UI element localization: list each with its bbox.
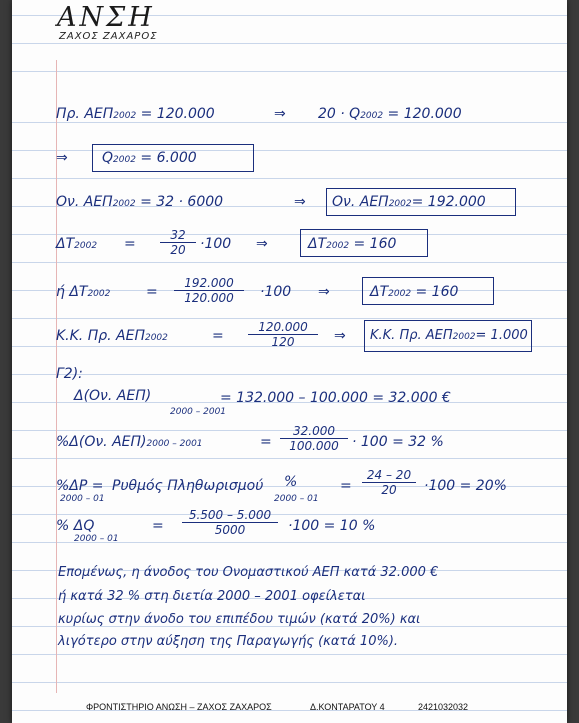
line-5-left: ή ΔΤ2002 xyxy=(56,284,111,300)
fraction: 32.000 100.000 xyxy=(280,424,348,453)
section-label: Γ2): xyxy=(56,366,83,382)
equals: = xyxy=(340,478,352,494)
period-subscript: 2000 – 01 xyxy=(274,494,319,504)
conclusion-line-2: ή κατά 32 % στη διετία 2000 – 2001 οφείλεται xyxy=(58,589,366,604)
conclusion-line-4: λιγότερο στην αύξηση της Παραγωγής (κατά 10%). xyxy=(58,634,399,649)
inflation-rate-label: Ρυθμός Πληθωρισμού xyxy=(112,478,264,494)
line-3-result: Ον. ΑΕΠ2002= 192.000 xyxy=(332,194,486,210)
line-4-result: ΔΤ2002 = 160 xyxy=(308,236,397,252)
line-9-result: · 100 = 32 % xyxy=(352,434,444,450)
equals: = xyxy=(212,328,224,344)
line-1-left: Πρ. ΑΕΠ2002 = 120.000 xyxy=(56,106,215,122)
arrow: ⇒ xyxy=(56,150,68,166)
arrow: ⇒ xyxy=(274,106,286,122)
fraction: 24 – 20 20 xyxy=(362,468,416,497)
fraction: 192.000 120.000 xyxy=(174,276,244,305)
fraction: 32 20 xyxy=(160,228,196,257)
line-8-left: Δ(Ον. ΑΕΠ) xyxy=(74,388,152,404)
line-9-left: %Δ(Ον. ΑΕΠ)2000 – 2001 xyxy=(56,434,203,450)
equals: = xyxy=(152,518,164,534)
line-1-right: 20 · Q2002 = 120.000 xyxy=(318,106,462,122)
times-100: ·100 xyxy=(200,236,232,252)
line-5-result: ΔΤ2002 = 160 xyxy=(370,284,459,300)
line-11-result: ·100 = 10 % xyxy=(288,518,376,534)
period-subscript: 2000 – 01 xyxy=(60,494,105,504)
line-10-left: %ΔP = xyxy=(56,478,104,494)
equals: = xyxy=(124,236,136,252)
line-10-result: ·100 = 20% xyxy=(424,478,507,494)
footer-address: Δ.ΚΟΝΤΑΡΑΤΟΥ 4 xyxy=(310,702,385,712)
footer-school: ΦΡΟΝΤΙΣΤΗΡΙΟ ΑΝΩΣΗ – ΖΑΧΟΣ ΖΑΧΑΡΟΣ xyxy=(86,702,272,712)
arrow: ⇒ xyxy=(294,194,306,210)
line-11-left: % ΔQ xyxy=(56,518,95,534)
line-6-result: Κ.Κ. Πρ. ΑΕΠ2002= 1.000 xyxy=(370,328,528,343)
fraction: 5.500 – 5.000 5000 xyxy=(182,508,278,537)
logo xyxy=(57,2,155,33)
period-subscript: 2000 – 2001 xyxy=(170,407,227,417)
arrow: ⇒ xyxy=(334,328,346,344)
percent-sign: % xyxy=(284,474,298,490)
line-2-result: Q2002 = 6.000 xyxy=(102,150,197,166)
arrow: ⇒ xyxy=(318,284,330,300)
equals: = xyxy=(146,284,158,300)
fraction: 120.000 120 xyxy=(248,320,318,349)
footer-phone: 2421032032 xyxy=(418,702,469,712)
line-6-left: Κ.Κ. Πρ. ΑΕΠ2002 xyxy=(56,328,168,344)
arrow: ⇒ xyxy=(256,236,268,252)
conclusion-line-1: Επομένως, η άνοδος του Ονομαστικού ΑΕΠ κατά 32.000 € xyxy=(58,565,439,580)
line-4-left: ΔΤ2002 xyxy=(56,236,98,252)
line-8-right: = 132.000 – 100.000 = 32.000 € xyxy=(220,390,451,406)
logo-subtitle: ΖΑΧΟΣ ΖΑΧΑΡΟΣ xyxy=(59,31,158,42)
line-3-left: Ον. ΑΕΠ2002 = 32 · 6000 xyxy=(56,194,224,210)
period-subscript: 2000 – 01 xyxy=(74,534,119,544)
conclusion-line-3: κυρίως στην άνοδο του επιπέδου τιμών (κατά 20%) και xyxy=(58,612,421,627)
logo-text: ΑΝΣΗ xyxy=(57,2,155,33)
times-100: ·100 xyxy=(260,284,292,300)
notebook-page xyxy=(12,0,567,723)
equals: = xyxy=(260,434,272,450)
